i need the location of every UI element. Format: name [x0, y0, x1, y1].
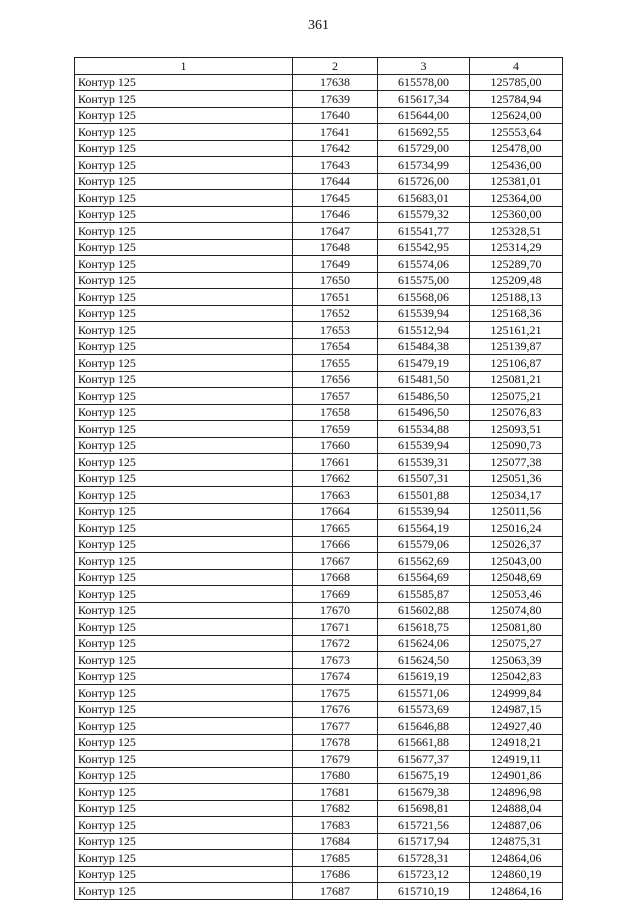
table-row: [75, 140, 563, 157]
point-number-cell: 17652: [293, 305, 378, 322]
table-row: [75, 437, 563, 454]
point-number-cell: 17643: [293, 157, 378, 174]
x-coordinate-cell: 615564,69: [378, 569, 470, 586]
contour-cell: Контур 125: [75, 569, 293, 586]
x-coordinate-cell: 615501,88: [378, 487, 470, 504]
y-coordinate-cell: 125053,46: [470, 586, 563, 603]
x-coordinate-cell: 615679,38: [378, 784, 470, 801]
point-number-cell: 17638: [293, 74, 378, 91]
point-number-cell: 17671: [293, 619, 378, 636]
contour-cell: Контур 125: [75, 833, 293, 850]
contour-cell: Контур 125: [75, 668, 293, 685]
x-coordinate-cell: 615646,88: [378, 718, 470, 735]
y-coordinate-cell: 124901,86: [470, 767, 563, 784]
table-row: [75, 305, 563, 322]
point-number-cell: 17680: [293, 767, 378, 784]
x-coordinate-cell: 615602,88: [378, 602, 470, 619]
y-coordinate-cell: 125081,80: [470, 619, 563, 636]
y-coordinate-cell: 125328,51: [470, 223, 563, 240]
x-coordinate-cell: 615534,88: [378, 421, 470, 438]
y-coordinate-cell: 125026,37: [470, 536, 563, 553]
table-row: [75, 767, 563, 784]
y-coordinate-cell: 124919,11: [470, 751, 563, 768]
contour-cell: Контур 125: [75, 140, 293, 157]
y-coordinate-cell: 125168,36: [470, 305, 563, 322]
table-row: [75, 487, 563, 504]
table-row: [75, 685, 563, 702]
contour-cell: Контур 125: [75, 751, 293, 768]
table-body: [75, 74, 563, 899]
x-coordinate-cell: 615542,95: [378, 239, 470, 256]
contour-cell: Контур 125: [75, 850, 293, 867]
y-coordinate-cell: 125034,17: [470, 487, 563, 504]
table-row: [75, 91, 563, 108]
x-coordinate-cell: 615575,00: [378, 272, 470, 289]
y-coordinate-cell: 125785,00: [470, 74, 563, 91]
contour-cell: Контур 125: [75, 437, 293, 454]
table-row: [75, 866, 563, 883]
y-coordinate-cell: 124918,21: [470, 734, 563, 751]
contour-cell: Контур 125: [75, 157, 293, 174]
x-coordinate-cell: 615486,50: [378, 388, 470, 405]
contour-cell: Контур 125: [75, 256, 293, 273]
point-number-cell: 17676: [293, 701, 378, 718]
x-coordinate-cell: 615562,69: [378, 553, 470, 570]
contour-cell: Контур 125: [75, 784, 293, 801]
table-row: [75, 173, 563, 190]
y-coordinate-cell: 125553,64: [470, 124, 563, 141]
table-row: [75, 338, 563, 355]
contour-cell: Контур 125: [75, 289, 293, 306]
x-coordinate-cell: 615729,00: [378, 140, 470, 157]
contour-cell: Контур 125: [75, 536, 293, 553]
y-coordinate-cell: 124864,06: [470, 850, 563, 867]
table-row: [75, 553, 563, 570]
x-coordinate-cell: 615573,69: [378, 701, 470, 718]
header-row: [75, 58, 563, 75]
x-coordinate-cell: 615539,94: [378, 503, 470, 520]
contour-cell: Контур 125: [75, 619, 293, 636]
contour-cell: Контур 125: [75, 239, 293, 256]
contour-cell: Контур 125: [75, 322, 293, 339]
y-coordinate-cell: 125478,00: [470, 140, 563, 157]
coordinates-table: [74, 57, 563, 900]
point-number-cell: 17655: [293, 355, 378, 372]
point-number-cell: 17650: [293, 272, 378, 289]
contour-cell: Контур 125: [75, 338, 293, 355]
contour-cell: Контур 125: [75, 553, 293, 570]
contour-cell: Контур 125: [75, 487, 293, 504]
contour-cell: Контур 125: [75, 74, 293, 91]
x-coordinate-cell: 615539,31: [378, 454, 470, 471]
x-coordinate-cell: 615721,56: [378, 817, 470, 834]
x-coordinate-cell: 615571,06: [378, 685, 470, 702]
y-coordinate-cell: 124887,06: [470, 817, 563, 834]
x-coordinate-cell: 615618,75: [378, 619, 470, 636]
contour-cell: Контур 125: [75, 223, 293, 240]
y-coordinate-cell: 124888,04: [470, 800, 563, 817]
contour-cell: Контур 125: [75, 454, 293, 471]
point-number-cell: 17651: [293, 289, 378, 306]
table-row: [75, 784, 563, 801]
y-coordinate-cell: 125043,00: [470, 553, 563, 570]
y-coordinate-cell: 125209,48: [470, 272, 563, 289]
contour-cell: Контур 125: [75, 421, 293, 438]
table-row: [75, 734, 563, 751]
table-row: [75, 355, 563, 372]
x-coordinate-cell: 615698,81: [378, 800, 470, 817]
table-row: [75, 454, 563, 471]
table-row: [75, 239, 563, 256]
y-coordinate-cell: 125074,80: [470, 602, 563, 619]
point-number-cell: 17665: [293, 520, 378, 537]
table-row: [75, 850, 563, 867]
point-number-cell: 17685: [293, 850, 378, 867]
y-coordinate-cell: 125075,27: [470, 635, 563, 652]
point-number-cell: 17648: [293, 239, 378, 256]
table-row: [75, 817, 563, 834]
contour-cell: Контур 125: [75, 206, 293, 223]
point-number-cell: 17659: [293, 421, 378, 438]
x-coordinate-cell: 615710,19: [378, 883, 470, 900]
table-row: [75, 107, 563, 124]
point-number-cell: 17687: [293, 883, 378, 900]
table-row: [75, 833, 563, 850]
contour-cell: Контур 125: [75, 371, 293, 388]
x-coordinate-cell: 615717,94: [378, 833, 470, 850]
table-row: [75, 503, 563, 520]
x-coordinate-cell: 615661,88: [378, 734, 470, 751]
table-header: [75, 58, 563, 75]
point-number-cell: 17673: [293, 652, 378, 669]
contour-cell: Контур 125: [75, 305, 293, 322]
table-row: [75, 883, 563, 900]
point-number-cell: 17666: [293, 536, 378, 553]
table-row: [75, 569, 563, 586]
x-coordinate-cell: 615539,94: [378, 437, 470, 454]
y-coordinate-cell: 125042,83: [470, 668, 563, 685]
y-coordinate-cell: 125139,87: [470, 338, 563, 355]
contour-cell: Контур 125: [75, 718, 293, 735]
contour-cell: Контур 125: [75, 685, 293, 702]
y-coordinate-cell: 125784,94: [470, 91, 563, 108]
point-number-cell: 17653: [293, 322, 378, 339]
x-coordinate-cell: 615539,94: [378, 305, 470, 322]
table-row: [75, 190, 563, 207]
x-coordinate-cell: 615617,34: [378, 91, 470, 108]
x-coordinate-cell: 615512,94: [378, 322, 470, 339]
y-coordinate-cell: 125051,36: [470, 470, 563, 487]
point-number-cell: 17674: [293, 668, 378, 685]
x-coordinate-cell: 615564,19: [378, 520, 470, 537]
table-row: [75, 421, 563, 438]
x-coordinate-cell: 615624,50: [378, 652, 470, 669]
point-number-cell: 17677: [293, 718, 378, 735]
column-header-1: 1: [75, 58, 293, 75]
table-row: [75, 371, 563, 388]
contour-cell: Контур 125: [75, 734, 293, 751]
table-row: [75, 586, 563, 603]
point-number-cell: 17670: [293, 602, 378, 619]
x-coordinate-cell: 615479,19: [378, 355, 470, 372]
y-coordinate-cell: 125063,39: [470, 652, 563, 669]
point-number-cell: 17679: [293, 751, 378, 768]
x-coordinate-cell: 615728,31: [378, 850, 470, 867]
table-row: [75, 668, 563, 685]
point-number-cell: 17645: [293, 190, 378, 207]
table-row: [75, 272, 563, 289]
y-coordinate-cell: 125011,56: [470, 503, 563, 520]
point-number-cell: 17660: [293, 437, 378, 454]
point-number-cell: 17683: [293, 817, 378, 834]
contour-cell: Контур 125: [75, 124, 293, 141]
contour-cell: Контур 125: [75, 503, 293, 520]
x-coordinate-cell: 615644,00: [378, 107, 470, 124]
column-header-3: 3: [378, 58, 470, 75]
y-coordinate-cell: 124927,40: [470, 718, 563, 735]
contour-cell: Контур 125: [75, 404, 293, 421]
y-coordinate-cell: 125188,13: [470, 289, 563, 306]
point-number-cell: 17663: [293, 487, 378, 504]
table-row: [75, 520, 563, 537]
table-row: [75, 404, 563, 421]
y-coordinate-cell: 125161,21: [470, 322, 563, 339]
contour-cell: Контур 125: [75, 520, 293, 537]
contour-cell: Контур 125: [75, 388, 293, 405]
point-number-cell: 17658: [293, 404, 378, 421]
x-coordinate-cell: 615619,19: [378, 668, 470, 685]
point-number-cell: 17639: [293, 91, 378, 108]
y-coordinate-cell: 125081,21: [470, 371, 563, 388]
y-coordinate-cell: 125624,00: [470, 107, 563, 124]
contour-cell: Контур 125: [75, 652, 293, 669]
contour-cell: Контур 125: [75, 817, 293, 834]
x-coordinate-cell: 615734,99: [378, 157, 470, 174]
y-coordinate-cell: 125436,00: [470, 157, 563, 174]
x-coordinate-cell: 615574,06: [378, 256, 470, 273]
table-row: [75, 157, 563, 174]
point-number-cell: 17686: [293, 866, 378, 883]
contour-cell: Контур 125: [75, 883, 293, 900]
point-number-cell: 17684: [293, 833, 378, 850]
table-row: [75, 619, 563, 636]
contour-cell: Контур 125: [75, 470, 293, 487]
x-coordinate-cell: 615692,55: [378, 124, 470, 141]
y-coordinate-cell: 125289,70: [470, 256, 563, 273]
x-coordinate-cell: 615675,19: [378, 767, 470, 784]
x-coordinate-cell: 615585,87: [378, 586, 470, 603]
contour-cell: Контур 125: [75, 866, 293, 883]
column-header-2: 2: [293, 58, 378, 75]
point-number-cell: 17675: [293, 685, 378, 702]
table-row: [75, 470, 563, 487]
y-coordinate-cell: 125364,00: [470, 190, 563, 207]
contour-cell: Контур 125: [75, 91, 293, 108]
point-number-cell: 17669: [293, 586, 378, 603]
x-coordinate-cell: 615683,01: [378, 190, 470, 207]
table-row: [75, 718, 563, 735]
contour-cell: Контур 125: [75, 701, 293, 718]
table-row: [75, 124, 563, 141]
point-number-cell: 17642: [293, 140, 378, 157]
y-coordinate-cell: 124987,15: [470, 701, 563, 718]
point-number-cell: 17646: [293, 206, 378, 223]
contour-cell: Контур 125: [75, 272, 293, 289]
x-coordinate-cell: 615507,31: [378, 470, 470, 487]
table-row: [75, 256, 563, 273]
y-coordinate-cell: 125048,69: [470, 569, 563, 586]
x-coordinate-cell: 615723,12: [378, 866, 470, 883]
y-coordinate-cell: 125076,83: [470, 404, 563, 421]
y-coordinate-cell: 125106,87: [470, 355, 563, 372]
point-number-cell: 17682: [293, 800, 378, 817]
y-coordinate-cell: 124875,31: [470, 833, 563, 850]
table-row: [75, 635, 563, 652]
y-coordinate-cell: 125360,00: [470, 206, 563, 223]
point-number-cell: 17656: [293, 371, 378, 388]
y-coordinate-cell: 125075,21: [470, 388, 563, 405]
table-row: [75, 322, 563, 339]
x-coordinate-cell: 615726,00: [378, 173, 470, 190]
contour-cell: Контур 125: [75, 767, 293, 784]
x-coordinate-cell: 615496,50: [378, 404, 470, 421]
point-number-cell: 17661: [293, 454, 378, 471]
y-coordinate-cell: 124860,19: [470, 866, 563, 883]
x-coordinate-cell: 615481,50: [378, 371, 470, 388]
table-row: [75, 74, 563, 91]
table-row: [75, 701, 563, 718]
point-number-cell: 17657: [293, 388, 378, 405]
point-number-cell: 17668: [293, 569, 378, 586]
table-row: [75, 751, 563, 768]
contour-cell: Контур 125: [75, 355, 293, 372]
y-coordinate-cell: 125090,73: [470, 437, 563, 454]
contour-cell: Контур 125: [75, 635, 293, 652]
point-number-cell: 17681: [293, 784, 378, 801]
y-coordinate-cell: 125093,51: [470, 421, 563, 438]
point-number-cell: 17662: [293, 470, 378, 487]
y-coordinate-cell: 125016,24: [470, 520, 563, 537]
table-row: [75, 223, 563, 240]
y-coordinate-cell: 124896,98: [470, 784, 563, 801]
point-number-cell: 17672: [293, 635, 378, 652]
contour-cell: Контур 125: [75, 602, 293, 619]
x-coordinate-cell: 615578,00: [378, 74, 470, 91]
table-row: [75, 800, 563, 817]
table-row: [75, 206, 563, 223]
x-coordinate-cell: 615484,38: [378, 338, 470, 355]
point-number-cell: 17664: [293, 503, 378, 520]
point-number-cell: 17667: [293, 553, 378, 570]
x-coordinate-cell: 615579,32: [378, 206, 470, 223]
table-row: [75, 536, 563, 553]
table-row: [75, 602, 563, 619]
point-number-cell: 17641: [293, 124, 378, 141]
y-coordinate-cell: 125077,38: [470, 454, 563, 471]
y-coordinate-cell: 125314,29: [470, 239, 563, 256]
contour-cell: Контур 125: [75, 586, 293, 603]
point-number-cell: 17654: [293, 338, 378, 355]
point-number-cell: 17649: [293, 256, 378, 273]
contour-cell: Контур 125: [75, 173, 293, 190]
point-number-cell: 17644: [293, 173, 378, 190]
contour-cell: Контур 125: [75, 190, 293, 207]
x-coordinate-cell: 615541,77: [378, 223, 470, 240]
table-row: [75, 652, 563, 669]
table-row: [75, 388, 563, 405]
contour-cell: Контур 125: [75, 800, 293, 817]
y-coordinate-cell: 124999,84: [470, 685, 563, 702]
contour-cell: Контур 125: [75, 107, 293, 124]
point-number-cell: 17678: [293, 734, 378, 751]
x-coordinate-cell: 615568,06: [378, 289, 470, 306]
x-coordinate-cell: 615579,06: [378, 536, 470, 553]
y-coordinate-cell: 125381,01: [470, 173, 563, 190]
table-row: [75, 289, 563, 306]
page-number: 361: [308, 18, 329, 33]
column-header-4: 4: [470, 58, 563, 75]
point-number-cell: 17640: [293, 107, 378, 124]
point-number-cell: 17647: [293, 223, 378, 240]
x-coordinate-cell: 615677,37: [378, 751, 470, 768]
y-coordinate-cell: 124864,16: [470, 883, 563, 900]
x-coordinate-cell: 615624,06: [378, 635, 470, 652]
